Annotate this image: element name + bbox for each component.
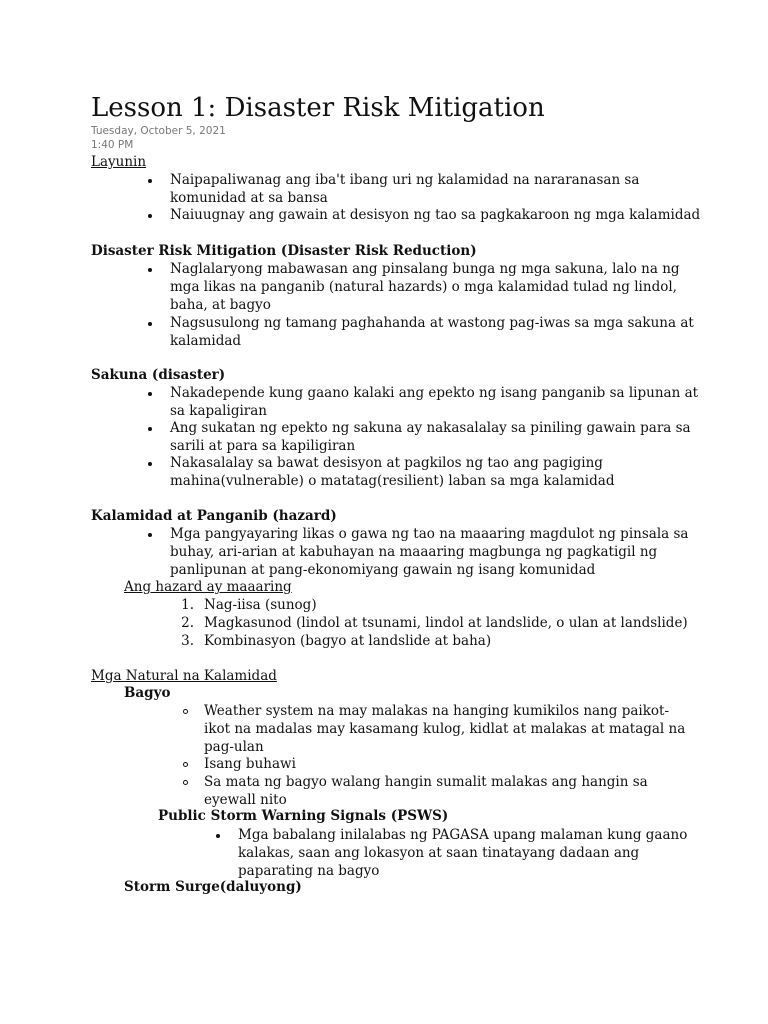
bullet-dot-icon (216, 834, 220, 838)
hazard-type-2: Magkasunod (lindol at tsunami, lindol at landslide, o ulan at landslide) (204, 615, 688, 631)
bullet-dot-icon (148, 179, 152, 183)
bagyo-item-1-line-1: Weather system na may malakas na hanging kumikilos nang paikot- (204, 703, 670, 719)
sakuna-item-2-line-1: Ang sukatan ng epekto ng sakuna ay nakasalalay sa piniling gawain para sa (170, 420, 691, 436)
psws-item-1-line-2: kalakas, saan ang lokasyon at saan tinatayang dadaan ang (238, 845, 640, 861)
hazard-type-3: Kombinasyon (bagyo at landslide at baha) (204, 633, 492, 649)
kalamidad-heading: Kalamidad at Panganib (hazard) (91, 508, 337, 524)
bullet-ring-icon (183, 780, 188, 785)
bagyo-item-3-line-2: eyewall nito (204, 792, 287, 808)
layunin-item-1-line-1: Naipapaliwanag ang iba't ibang uri ng kalamidad na nararanasan sa (170, 172, 640, 188)
sakuna-item-3-line-1: Nakasalalay sa bawat desisyon at pagkilos ng tao ang pagiging (170, 455, 603, 471)
bullet-dot-icon (148, 268, 152, 272)
sakuna-heading: Sakuna (disaster) (91, 367, 226, 383)
sakuna-item-1-line-1: Nakadepende kung gaano kalaki ang epekto ng isang panganib sa lipunan at (170, 385, 699, 401)
layunin-item-2-line-1: Naiuugnay ang gawain at desisyon ng tao sa pagkakaroon ng mga kalamidad (170, 207, 701, 223)
layunin-heading: Layunin (91, 154, 147, 170)
psws-heading: Public Storm Warning Signals (PSWS) (158, 808, 449, 824)
drm-item-1-line-1: Naglalaryong mabawasan ang pinsalang bunga ng mga sakuna, lalo na ng (170, 261, 680, 277)
psws-item-1-line-3: paparating na bagyo (238, 863, 380, 879)
drm-item-2-line-2: kalamidad (170, 333, 242, 349)
bullet-dot-icon (148, 427, 152, 431)
storm-surge-heading: Storm Surge(daluyong) (124, 879, 302, 895)
bagyo-item-2-line-1: Isang buhawi (204, 756, 296, 772)
bullet-ring-icon (183, 762, 188, 767)
drm-item-1-line-3: baha, at bagyo (170, 297, 271, 313)
hazard-sub-heading: Ang hazard ay maaaring (124, 579, 292, 595)
drm-heading: Disaster Risk Mitigation (Disaster Risk Reduction) (91, 243, 477, 259)
list-number: 1. (181, 597, 194, 613)
bullet-dot-icon (148, 392, 152, 396)
bullet-dot-icon (148, 533, 152, 537)
bullet-ring-icon (183, 709, 188, 714)
list-number: 3. (181, 633, 194, 649)
drm-item-2-line-1: Nagsusulong ng tamang paghahanda at wastong pag-iwas sa mga sakuna at (170, 315, 694, 331)
bagyo-heading: Bagyo (124, 685, 171, 701)
kalamidad-item-1-line-3: panlipunan at pang-ekonomiyang gawain ng isang komunidad (170, 562, 596, 578)
bullet-dot-icon (148, 322, 152, 326)
layunin-item-1-line-2: komunidad at sa bansa (170, 190, 328, 206)
sakuna-item-1-line-2: sa kapaligiran (170, 403, 267, 419)
bullet-dot-icon (148, 462, 152, 466)
sakuna-item-2-line-2: sarili at para sa kapiligiran (170, 438, 356, 454)
psws-item-1-line-1: Mga babalang inilalabas ng PAGASA upang malaman kung gaano (238, 827, 688, 843)
sakuna-item-3-line-2: mahina(vulnerable) o matatag(resilient) laban sa mga kalamidad (170, 473, 615, 489)
natural-heading: Mga Natural na Kalamidad (91, 668, 277, 684)
kalamidad-item-1-line-2: buhay, ari-arian at kabuhayan na maaaring magbunga ng pagkatigil ng (170, 544, 658, 560)
bagyo-item-1-line-2: ikot na madalas may kasamang kulog, kidlat at malakas at matagal na (204, 721, 686, 737)
bagyo-item-1-line-3: pag-ulan (204, 739, 264, 755)
bagyo-item-3-line-1: Sa mata ng bagyo walang hangin sumalit malakas ang hangin sa (204, 774, 648, 790)
note-date: Tuesday, October 5, 2021 (91, 125, 226, 137)
hazard-type-1: Nag-iisa (sunog) (204, 597, 317, 613)
kalamidad-item-1-line-1: Mga pangyayaring likas o gawa ng tao na maaaring magdulot ng pinsala sa (170, 526, 689, 542)
note-time: 1:40 PM (91, 139, 134, 151)
drm-item-1-line-2: mga likas na panganib (natural hazards) o mga kalamidad tulad ng lindol, (170, 279, 677, 295)
page-title: Lesson 1: Disaster Risk Mitigation (91, 93, 545, 123)
bullet-dot-icon (148, 214, 152, 218)
list-number: 2. (181, 615, 194, 631)
